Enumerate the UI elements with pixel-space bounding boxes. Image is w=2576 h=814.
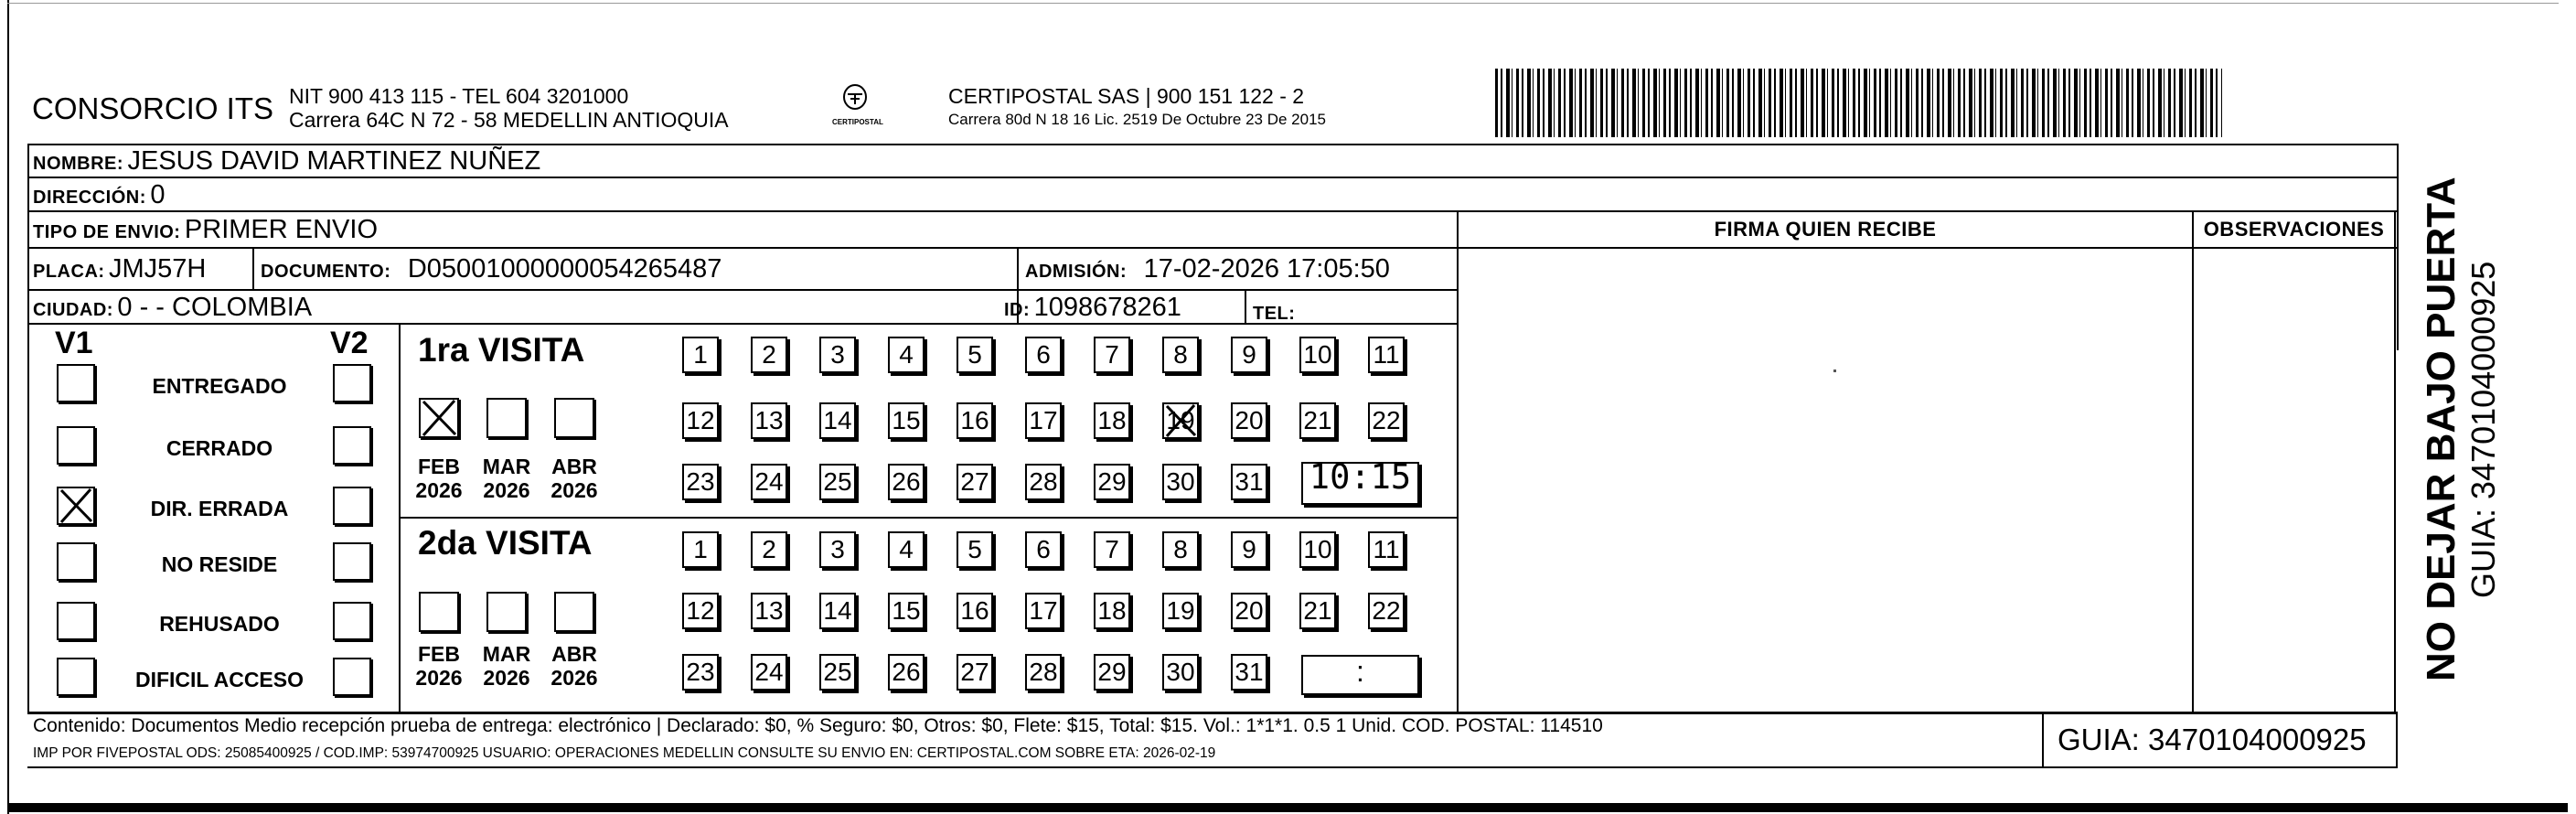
- day-box[interactable]: 27: [957, 654, 993, 691]
- month-name: MAR: [482, 642, 531, 666]
- v1-checkbox[interactable]: [57, 542, 95, 581]
- day-box[interactable]: 13: [751, 593, 787, 629]
- documento-value: D05001000000054265487: [407, 254, 722, 284]
- v2-checkbox[interactable]: [333, 426, 371, 465]
- row-line: [27, 177, 2398, 178]
- v2-checkbox[interactable]: [333, 487, 371, 525]
- day-box[interactable]: 17: [1025, 593, 1062, 629]
- tel-row: [1253, 296, 1295, 327]
- day-box[interactable]: 24: [751, 654, 787, 691]
- documento-label: DOCUMENTO:: [261, 262, 391, 282]
- status-label: DIR. ERRADA: [150, 497, 289, 520]
- ciudad-label: CIUDAD:: [33, 300, 113, 320]
- month-label: [545, 455, 604, 502]
- month-name: FEB: [418, 455, 460, 478]
- day-box[interactable]: 16: [957, 593, 993, 629]
- day-box[interactable]: 3: [819, 531, 856, 568]
- day-box[interactable]: 3: [819, 337, 856, 373]
- month-year: 2026: [550, 478, 598, 502]
- v1-checkbox[interactable]: [57, 602, 95, 640]
- month-year: 2026: [415, 666, 463, 690]
- day-box[interactable]: 4: [888, 531, 925, 568]
- day-box[interactable]: 1: [682, 337, 719, 373]
- day-box[interactable]: 11: [1368, 531, 1405, 568]
- side-title: NO DEJAR BAJO PUERTA: [2419, 177, 2464, 681]
- day-box[interactable]: 25: [819, 654, 856, 691]
- day-box[interactable]: 17: [1025, 402, 1062, 439]
- day-box[interactable]: 14: [819, 593, 856, 629]
- col-line: [1245, 289, 1246, 323]
- day-box[interactable]: 28: [1025, 464, 1062, 500]
- day-box[interactable]: 27: [957, 464, 993, 500]
- signature-speck: [1833, 370, 1836, 372]
- tel-label: TEL:: [1253, 304, 1296, 324]
- month-label: [477, 455, 536, 502]
- day-box[interactable]: 6: [1025, 531, 1062, 568]
- v2-checkbox[interactable]: [333, 658, 371, 696]
- v1-label: V1: [55, 326, 93, 360]
- day-box[interactable]: 2: [751, 337, 787, 373]
- id-row: [1004, 293, 1181, 323]
- day-box[interactable]: 22: [1368, 402, 1405, 439]
- day-box[interactable]: 4: [888, 337, 925, 373]
- month-checkbox[interactable]: [554, 592, 594, 632]
- company-nit: NIT 900 413 115 - TEL 604 3201000: [289, 84, 629, 108]
- day-box[interactable]: 5: [957, 337, 993, 373]
- day-box[interactable]: 2: [751, 531, 787, 568]
- day-box[interactable]: 16: [957, 402, 993, 439]
- day-box[interactable]: 15: [888, 593, 925, 629]
- month-name: FEB: [418, 642, 460, 666]
- col-line: [1457, 210, 1459, 712]
- day-box[interactable]: 5: [957, 531, 993, 568]
- month-label: [477, 642, 536, 690]
- day-box[interactable]: 22: [1368, 593, 1405, 629]
- month-label: [410, 455, 468, 502]
- direccion-value: 0: [150, 180, 166, 209]
- placa-row: [33, 254, 206, 284]
- day-box[interactable]: 15: [888, 402, 925, 439]
- col-line: [2394, 210, 2396, 712]
- day-box[interactable]: 20: [1231, 402, 1267, 439]
- day-box[interactable]: 19: [1162, 593, 1199, 629]
- footer-imp: IMP POR FIVEPOSTAL ODS: 25085400925 / COD.IMP: 53974700925 USUARIO: OPERACIONES MEDELLIN CONSULTE SU ENVIO EN: CERTIPOSTAL.COM SOBRE ETA: 2026-02-19: [33, 745, 1216, 761]
- placa-label: PLACA:: [33, 262, 105, 282]
- day-box[interactable]: 29: [1094, 654, 1130, 691]
- v1-checkbox[interactable]: [57, 426, 95, 465]
- day-box[interactable]: 20: [1231, 593, 1267, 629]
- day-box[interactable]: 7: [1094, 531, 1130, 568]
- carrier-address: Carrera 80d N 18 16 Lic. 2519 De Octubre 23 De 2015: [948, 111, 1326, 128]
- day-box[interactable]: 23: [682, 654, 719, 691]
- day-box[interactable]: 23: [682, 464, 719, 500]
- firma-header: FIRMA QUIEN RECIBE: [1714, 218, 1937, 241]
- footer-content: Contenido: Documentos Medio recepción prueba de entrega: electrónico | Declarado: $0, % Seguro: $0, Otros: $0, Flete: $15, Total: $15. Vol.: 1*1*1. 0.5 1 Unid. COD. POSTAL: 114510: [33, 715, 1603, 736]
- bottom-border: [7, 803, 2568, 812]
- admision-label: ADMISIÓN:: [1025, 262, 1128, 282]
- side-guia: GUIA: 3470104000925: [2464, 261, 2502, 598]
- day-box[interactable]: 24: [751, 464, 787, 500]
- documento-row: [261, 254, 721, 284]
- month-checkbox[interactable]: [554, 398, 594, 438]
- month-checkbox[interactable]: [419, 592, 459, 632]
- visit-divider: [399, 517, 1457, 519]
- nombre-row: [33, 146, 540, 177]
- status-label: NO RESIDE: [161, 552, 278, 576]
- month-name: ABR: [551, 642, 597, 666]
- month-checkbox[interactable]: [486, 398, 527, 438]
- v2-checkbox[interactable]: [333, 602, 371, 640]
- day-box[interactable]: 28: [1025, 654, 1062, 691]
- month-name: MAR: [482, 455, 531, 478]
- day-box[interactable]: 14: [819, 402, 856, 439]
- day-box[interactable]: 30: [1162, 654, 1199, 691]
- carrier-name: CERTIPOSTAL SAS | 900 151 122 - 2: [948, 84, 1305, 108]
- footer-guia: GUIA: 3470104000925: [2058, 723, 2367, 756]
- month-name: ABR: [551, 455, 597, 478]
- nombre-label: NOMBRE:: [33, 154, 124, 174]
- v1-checkbox[interactable]: [57, 658, 95, 696]
- month-year: 2026: [550, 666, 598, 690]
- day-box[interactable]: 19: [1162, 402, 1199, 439]
- id-label: ID:: [1004, 300, 1031, 320]
- day-box[interactable]: 6: [1025, 337, 1062, 373]
- tipo-label: TIPO DE ENVIO:: [33, 222, 181, 242]
- tipo-value: PRIMER ENVIO: [184, 215, 379, 244]
- ciudad-value: 0 - - COLOMBIA: [117, 293, 313, 322]
- id-value: 1098678261: [1033, 293, 1181, 322]
- certipostal-logo: CERTIPOSTAL: [832, 80, 878, 135]
- second-visit-title: 2da VISITA: [418, 524, 593, 562]
- day-box[interactable]: 8: [1162, 531, 1199, 568]
- day-box[interactable]: 26: [888, 654, 925, 691]
- month-year: 2026: [483, 478, 530, 502]
- company-name: CONSORCIO ITS: [32, 91, 274, 125]
- admision-row: [1025, 254, 1390, 284]
- row-line: [27, 210, 2398, 212]
- status-label: CERRADO: [166, 436, 273, 460]
- ciudad-row: [33, 293, 312, 323]
- day-box[interactable]: 25: [819, 464, 856, 500]
- v2-label: V2: [330, 326, 369, 360]
- month-year: 2026: [483, 666, 530, 690]
- month-checkbox[interactable]: [486, 592, 527, 632]
- day-box[interactable]: 18: [1094, 593, 1130, 629]
- top-rule: [7, 3, 2559, 4]
- day-box[interactable]: 26: [888, 464, 925, 500]
- day-box[interactable]: 10: [1299, 337, 1336, 373]
- month-x-mark: [419, 398, 459, 438]
- day-box[interactable]: 31: [1231, 464, 1267, 500]
- day-box[interactable]: 29: [1094, 464, 1130, 500]
- v2-checkbox[interactable]: [333, 542, 371, 581]
- row-line: [27, 323, 1459, 325]
- day-box[interactable]: 21: [1299, 402, 1336, 439]
- day-box[interactable]: 9: [1231, 337, 1267, 373]
- status-label: DIFICIL ACCESO: [134, 668, 304, 691]
- col-line: [252, 247, 254, 289]
- direccion-label: DIRECCIÓN:: [33, 187, 146, 208]
- second-time-value: :: [1356, 655, 1364, 688]
- v1-x-mark: [57, 487, 95, 525]
- col-line: [2192, 210, 2194, 712]
- placa-value: JMJ57H: [109, 254, 207, 284]
- day-box[interactable]: 18: [1094, 402, 1130, 439]
- day-box[interactable]: 9: [1231, 531, 1267, 568]
- day-box[interactable]: 13: [751, 402, 787, 439]
- observaciones-header: OBSERVACIONES: [2203, 218, 2385, 241]
- direccion-row: [33, 180, 165, 210]
- nombre-value: JESUS DAVID MARTINEZ NUÑEZ: [127, 146, 541, 176]
- status-label: REHUSADO: [159, 612, 280, 636]
- day-box[interactable]: 30: [1162, 464, 1199, 500]
- row-line: [27, 247, 2398, 249]
- v2-checkbox[interactable]: [333, 364, 371, 402]
- v1-checkbox[interactable]: [57, 364, 95, 402]
- day-box[interactable]: 31: [1231, 654, 1267, 691]
- barcode: [1495, 69, 2222, 137]
- day-box[interactable]: 10: [1299, 531, 1336, 568]
- footer-bottom-line: [27, 766, 2398, 768]
- day-box[interactable]: 8: [1162, 337, 1199, 373]
- day-box[interactable]: 12: [682, 593, 719, 629]
- day-box[interactable]: 11: [1368, 337, 1405, 373]
- left-border: [7, 0, 9, 814]
- admision-value: 17-02-2026 17:05:50: [1143, 254, 1390, 284]
- first-time-value: 10:15: [1309, 457, 1412, 497]
- day-x-mark: [1162, 402, 1199, 439]
- month-label: [410, 642, 468, 690]
- day-box[interactable]: 21: [1299, 593, 1336, 629]
- status-label: ENTREGADO: [152, 374, 287, 398]
- day-box[interactable]: 1: [682, 531, 719, 568]
- day-box[interactable]: 7: [1094, 337, 1130, 373]
- month-year: 2026: [415, 478, 463, 502]
- company-address: Carrera 64C N 72 - 58 MEDELLIN ANTIOQUIA: [289, 108, 729, 132]
- month-label: [545, 642, 604, 690]
- day-box[interactable]: 12: [682, 402, 719, 439]
- first-visit-title: 1ra VISITA: [418, 331, 585, 369]
- tipo-row: [33, 215, 378, 245]
